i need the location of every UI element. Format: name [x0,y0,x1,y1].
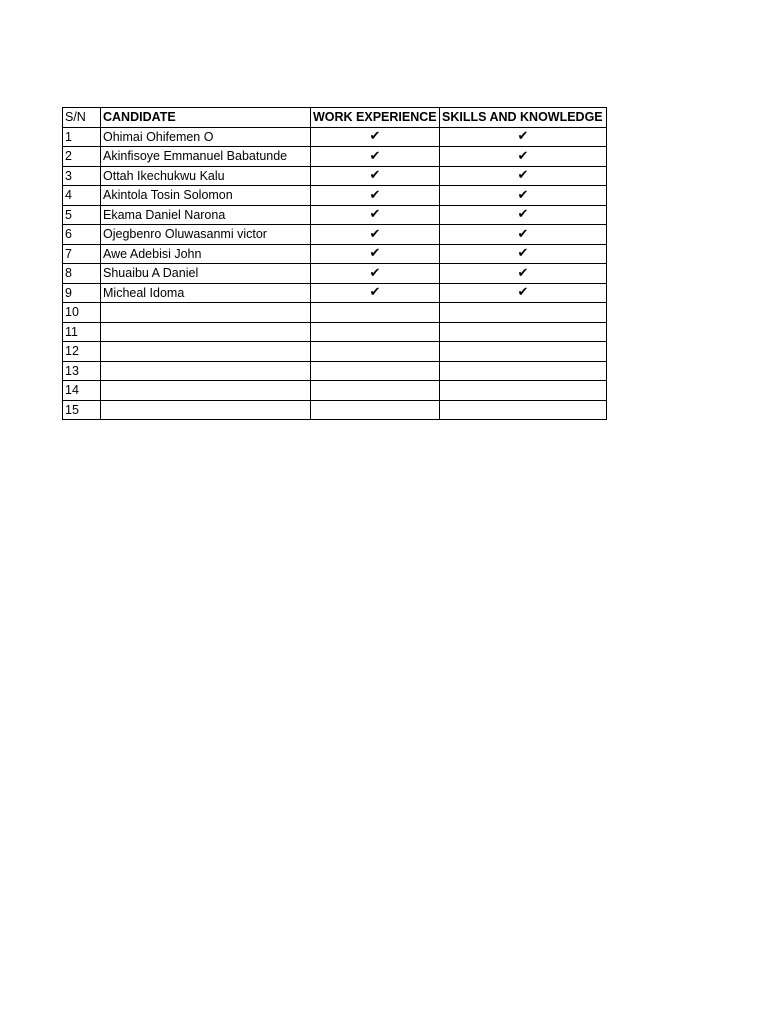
cell-skills-and-knowledge: ✔ [440,147,607,167]
cell-work-experience: ✔ [311,225,440,245]
cell-sn: 11 [63,322,101,342]
cell-work-experience: ✔ [311,244,440,264]
cell-skills-and-knowledge: ✔ [440,166,607,186]
table-row [63,147,607,167]
cell-candidate: Akinfisoye Emmanuel Babatunde [101,147,311,167]
table-row [63,225,607,245]
cell-work-experience: ✔ [311,283,440,303]
cell-candidate: Ohimai Ohifemen O [101,127,311,147]
cell-work-experience: ✔ [311,127,440,147]
cell-skills-and-knowledge [440,400,607,420]
cell-work-experience [311,400,440,420]
header-sn: S/N [63,108,101,128]
cell-candidate: Ekama Daniel Narona [101,205,311,225]
cell-candidate [101,361,311,381]
cell-work-experience [311,303,440,323]
table-row [63,303,607,323]
table-row [63,381,607,401]
cell-sn: 4 [63,186,101,206]
cell-skills-and-knowledge [440,322,607,342]
cell-candidate: Ojegbenro Oluwasanmi victor [101,225,311,245]
header-row [63,108,607,128]
cell-skills-and-knowledge: ✔ [440,225,607,245]
cell-work-experience: ✔ [311,205,440,225]
cell-sn: 9 [63,283,101,303]
cell-work-experience: ✔ [311,264,440,284]
cell-candidate [101,381,311,401]
cell-sn: 5 [63,205,101,225]
table-row [63,283,607,303]
header-candidate: CANDIDATE [101,108,311,128]
cell-sn: 6 [63,225,101,245]
cell-sn: 7 [63,244,101,264]
table-row [63,342,607,362]
cell-skills-and-knowledge: ✔ [440,244,607,264]
cell-sn: 1 [63,127,101,147]
cell-skills-and-knowledge: ✔ [440,127,607,147]
table-row [63,166,607,186]
cell-skills-and-knowledge [440,381,607,401]
cell-work-experience: ✔ [311,186,440,206]
cell-sn: 13 [63,361,101,381]
cell-work-experience: ✔ [311,166,440,186]
cell-candidate: Micheal Idoma [101,283,311,303]
table-row [63,264,607,284]
cell-skills-and-knowledge [440,342,607,362]
table-row [63,186,607,206]
cell-sn: 12 [63,342,101,362]
cell-skills-and-knowledge [440,303,607,323]
cell-sn: 15 [63,400,101,420]
cell-skills-and-knowledge [440,361,607,381]
cell-candidate [101,322,311,342]
cell-work-experience: ✔ [311,147,440,167]
cell-candidate: Akintola Tosin Solomon [101,186,311,206]
cell-sn: 8 [63,264,101,284]
cell-candidate: Awe Adebisi John [101,244,311,264]
candidate-table [62,107,607,420]
cell-candidate: Ottah Ikechukwu Kalu [101,166,311,186]
table-row [63,205,607,225]
cell-work-experience [311,322,440,342]
cell-candidate [101,342,311,362]
cell-work-experience [311,361,440,381]
table-body [63,127,607,420]
cell-skills-and-knowledge: ✔ [440,264,607,284]
header-work-experience: WORK EXPERIENCE [311,108,440,128]
cell-candidate: Shuaibu A Daniel [101,264,311,284]
cell-skills-and-knowledge: ✔ [440,283,607,303]
cell-sn: 2 [63,147,101,167]
cell-sn: 10 [63,303,101,323]
table-row [63,361,607,381]
table-row [63,127,607,147]
cell-sn: 14 [63,381,101,401]
cell-sn: 3 [63,166,101,186]
cell-work-experience [311,381,440,401]
table-row [63,244,607,264]
cell-work-experience [311,342,440,362]
table-row [63,322,607,342]
cell-candidate [101,400,311,420]
cell-skills-and-knowledge: ✔ [440,186,607,206]
cell-skills-and-knowledge: ✔ [440,205,607,225]
header-skills-and-knowledge: SKILLS AND KNOWLEDGE [440,108,607,128]
cell-candidate [101,303,311,323]
table-row [63,400,607,420]
